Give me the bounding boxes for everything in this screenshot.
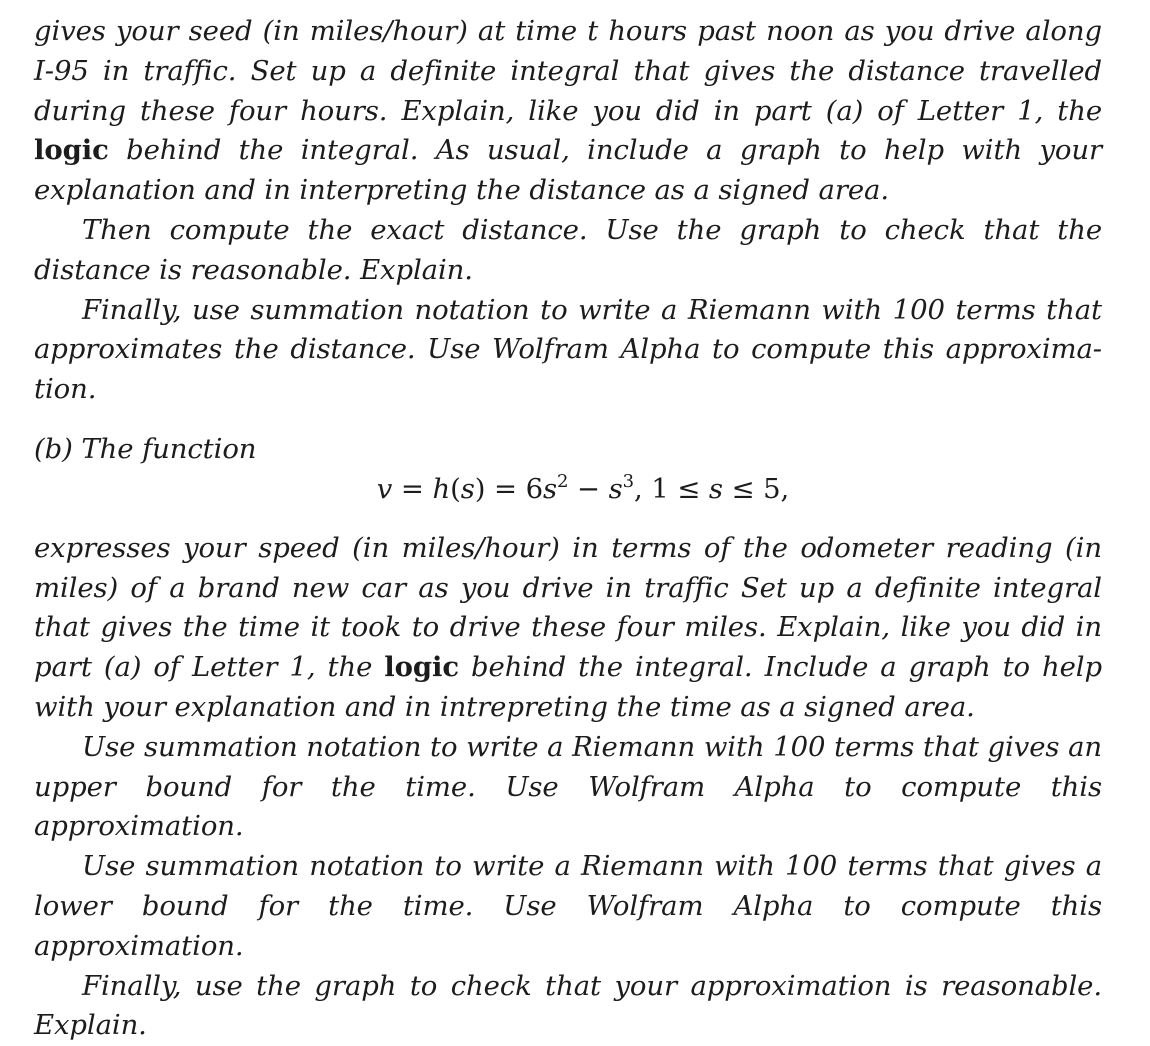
part-b-paragraph-4: Finally, use the graph to check that your approximation is reasonable. Explain.: [34, 969, 1102, 1042]
part-a-paragraph-2: Then compute the exact distance. Use the graph to check that the distance is reasonable. Explain.: [34, 213, 1102, 286]
math-var: s: [608, 472, 623, 505]
part-a-paragraph-3: Finally, use summation notation to write a Riemann with 100 terms that approximates the distance. Use Wolfram Alpha to compute this approxima-tion.: [34, 293, 1102, 406]
math-op: ≤ 5,: [722, 472, 790, 505]
bold-logic: logic: [384, 651, 460, 684]
math-op: =: [392, 472, 433, 505]
equation-math: [377, 470, 789, 510]
text-span: behind the integral. Include a graph to help with your explanation and in intrepreting the time as a signed area.: [34, 651, 1103, 723]
part-b-paragraph-1: [34, 529, 1102, 728]
math-op: , 1 ≤: [634, 472, 709, 505]
document-page: [34, 12, 1102, 1046]
function-equation: [64, 470, 1102, 529]
part-b-paragraph-3: Use summation notation to write a Riemann with 100 terms that gives a lower bound for the time. Use Wolfram Alpha to compute this approximation.: [34, 850, 1102, 962]
part-b-paragraph-2: Use summation notation to write a Riemann with 100 terms that gives an upper bound for the time. Use Wolfram Alpha to compute this approximation.: [34, 730, 1102, 843]
bold-logic: logic: [34, 134, 109, 167]
text-span: gives your seed (in miles/hour) at time t hours past noon as you drive along I-95 in traffic. Set up a definite integral that gives the distance travelled during these four hours. Explain, like you did in part (a) of Letter 1, the: [34, 15, 1102, 127]
part-b-intro: (b) The function: [34, 432, 257, 465]
math-exponent: 2: [557, 470, 569, 492]
math-op: = 6: [485, 472, 544, 505]
math-var: s: [543, 472, 558, 505]
math-var: s: [708, 472, 723, 505]
part-a-paragraph-1: [34, 12, 1102, 211]
math-op: −: [568, 472, 609, 505]
math-var: v: [376, 472, 393, 505]
math-paren: ): [474, 472, 486, 505]
math-var: s: [460, 472, 475, 505]
math-paren: (: [450, 472, 461, 505]
text-span: expresses your speed (in miles/hour) in terms of the odometer reading (in miles) of a brand new car as you drive in traffic Set up a definite integral that gives the time it took to drive these four miles. Explain, like you did in part (a) of Letter 1, the: [34, 531, 1102, 684]
math-func: h: [432, 472, 451, 505]
section-gap: [34, 410, 1102, 430]
math-exponent: 3: [622, 470, 634, 492]
text-span: behind the integral. As usual, include a graph to help with your explanation and in interpreting the distance as a signed area.: [34, 134, 1102, 207]
